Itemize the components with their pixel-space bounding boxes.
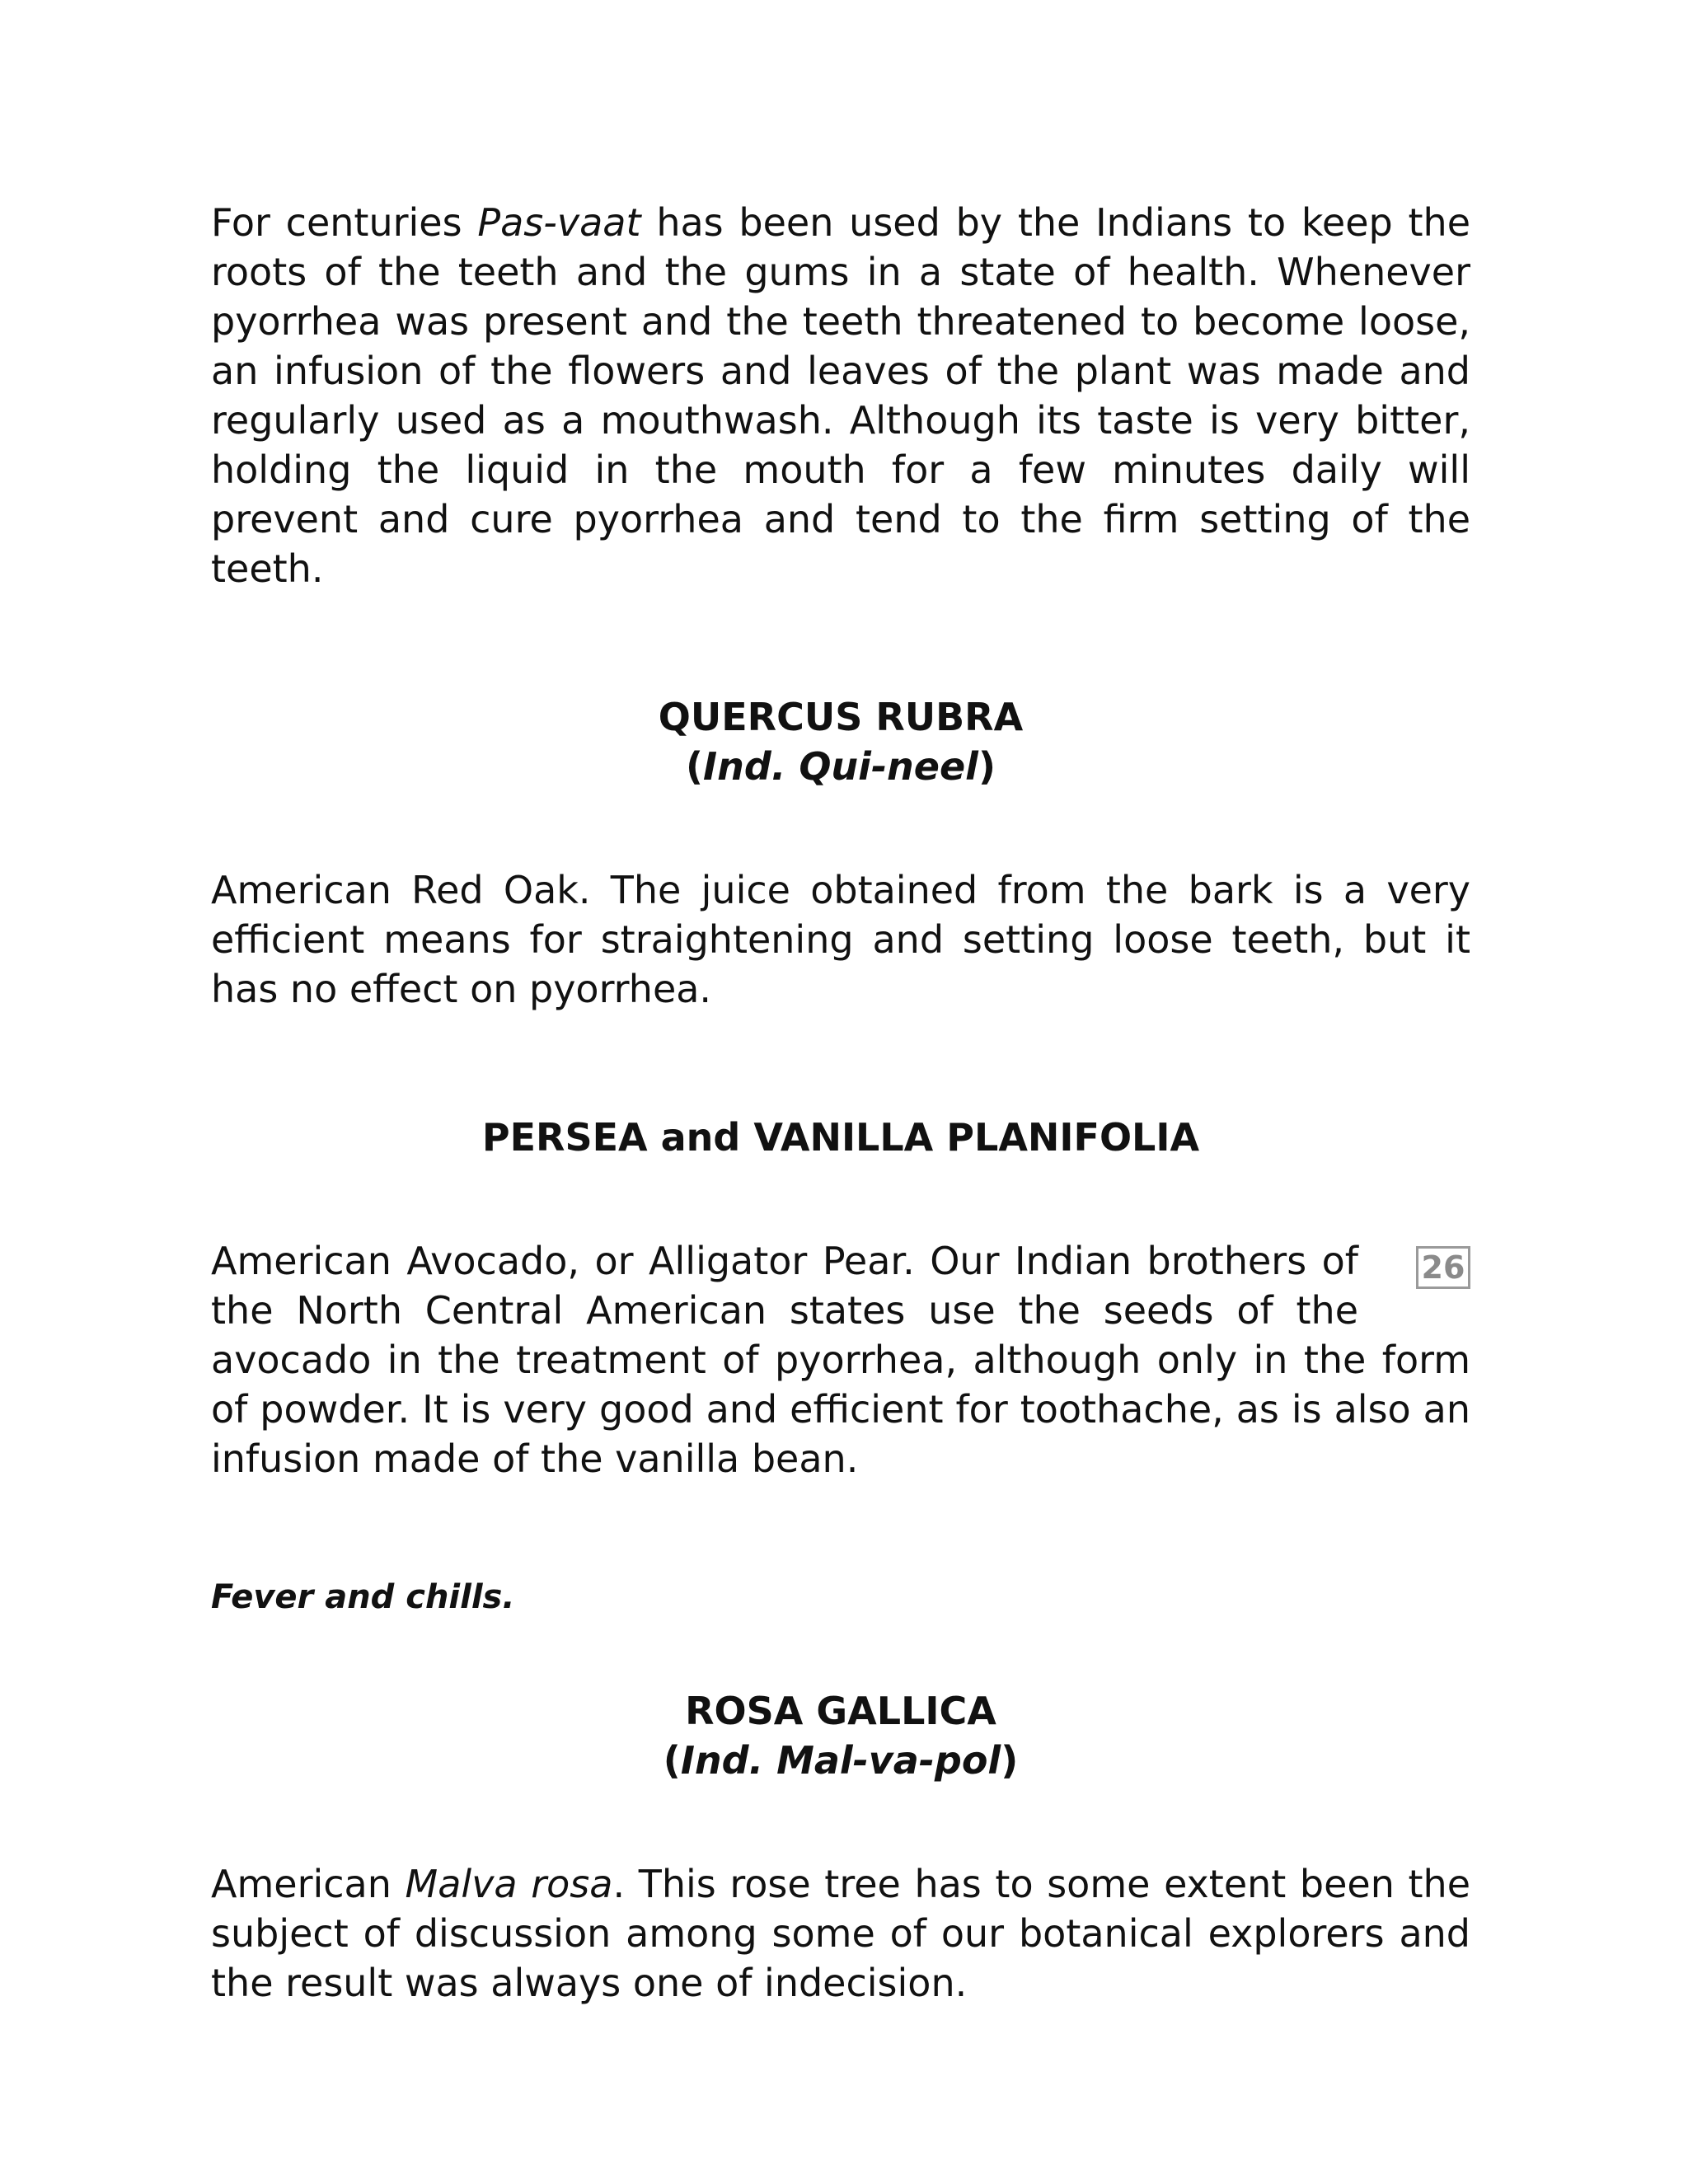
intro-paragraph <box>211 198 1470 593</box>
rosa-indian-name-text: Ind. Mal-va-pol <box>680 1738 1001 1783</box>
quercus-title: QUERCUS RUBRA <box>658 695 1024 739</box>
paren-close: ) <box>978 744 996 789</box>
rosa-paragraph <box>211 1859 1470 2008</box>
quercus-indian-name-text: Ind. Qui-neel <box>703 744 978 789</box>
persea-line-1: American Avocado, or Alligator Pear. Our Indian brothers of <box>211 1239 1358 1283</box>
quercus-indian-name <box>211 742 1470 791</box>
intro-italic-term: Pas-vaat <box>477 200 641 245</box>
rosa-indian-name <box>211 1736 1470 1785</box>
page-number-badge: 26 <box>1416 1246 1470 1289</box>
persea-title: PERSEA and VANILLA PLANIFOLIA <box>481 1115 1200 1160</box>
persea-paragraph-rest: avocado in the treatment of pyorrhea, although only in the form of powder. It is very good and efficient for toothache, as is also an infusion made of the vanilla bean. <box>211 1338 1470 1481</box>
rosa-text-1: American <box>211 1862 406 1906</box>
document-page <box>211 198 1470 2008</box>
paren-open: ( <box>686 744 704 789</box>
rosa-title: ROSA GALLICA <box>685 1689 996 1733</box>
persea-block <box>211 1236 1470 1483</box>
persea-line-2: the North Central American states use the seeds of the <box>211 1288 1358 1333</box>
paren-open: ( <box>663 1738 681 1783</box>
section-heading-fever: Fever and chills. <box>211 1578 515 1616</box>
rosa-text-2: . This rose tree has to some extent been the subject of discussion among some of our botanical explorers and the result was always one of indecision. <box>211 1862 1471 2005</box>
rosa-italic-term: Malva rosa <box>405 1862 613 1906</box>
quercus-paragraph: American Red Oak. The juice obtained from the bark is a very efficient means for straightening and setting loose teeth, but it has no effect on pyorrhea. <box>211 868 1470 1011</box>
intro-text-1: For centuries <box>211 200 478 245</box>
intro-text-2: has been used by the Indians to keep the roots of the teeth and the gums in a state of health. Whenever pyorrhea was present and the teeth threatened to become loose, an infusion of the flowers and leaves of the plant was made and regularly used as a mouthwash. Although its taste is very bitter, holding the liquid in the mouth for a few minutes daily will prevent and cure pyorrhea and tend to the firm setting of the teeth. <box>211 200 1471 591</box>
paren-close: ) <box>1001 1738 1019 1783</box>
